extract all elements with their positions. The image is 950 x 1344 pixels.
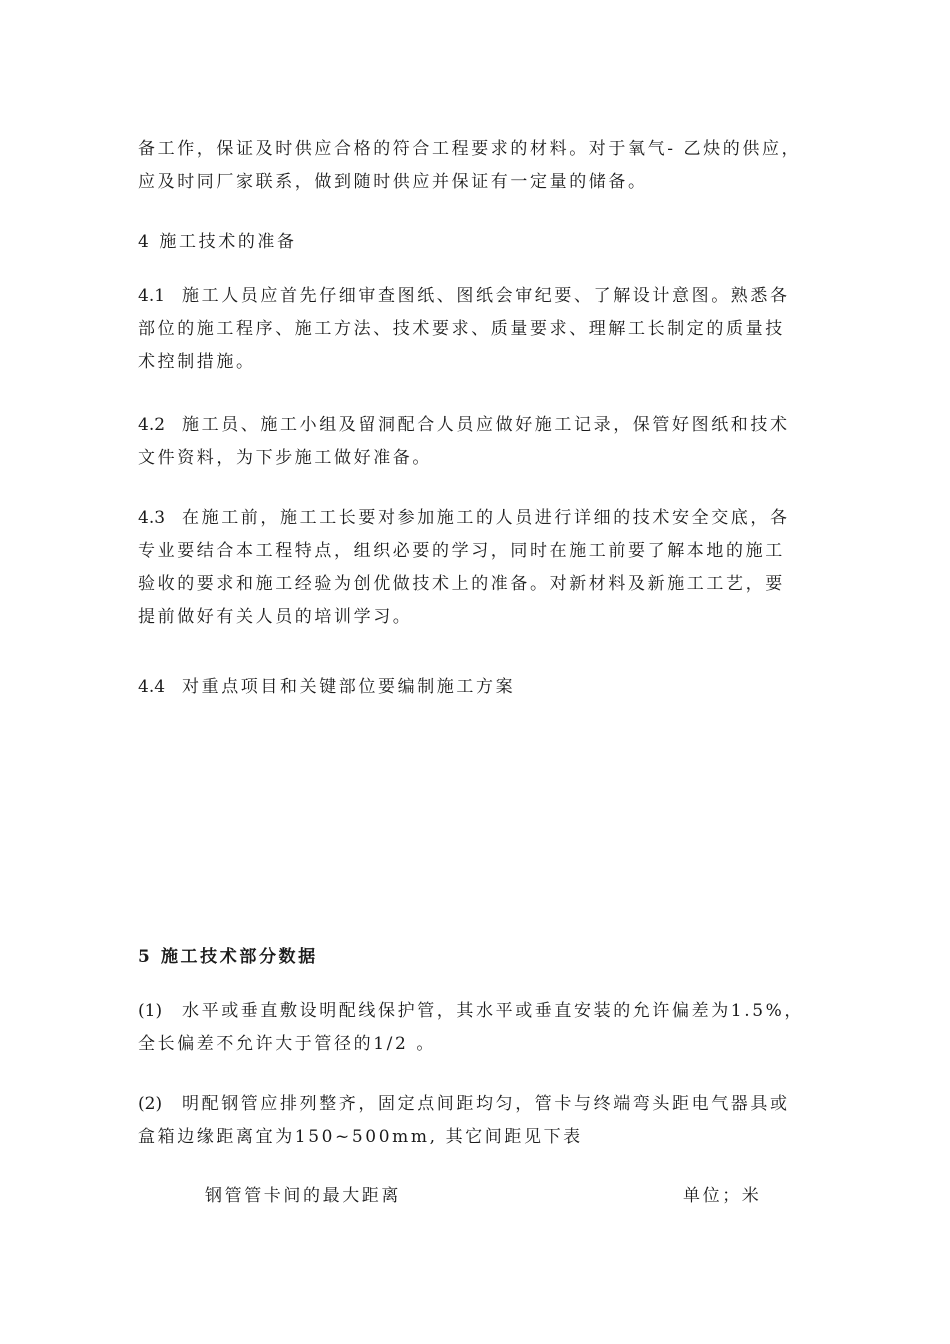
item-number: 4.1 xyxy=(138,286,166,306)
item-number: 4.4 xyxy=(138,677,166,697)
item-text-line: 水平或垂直敷设明配线保护管，其水平或垂直安装的允许偏差为1.5%， xyxy=(182,1001,804,1021)
item-text-line: 专业要结合本工程特点，组织必要的学习，同时在施工前要了解本地的施工 xyxy=(138,541,785,561)
intro-paragraph xyxy=(138,133,858,199)
intro-line-2: 应及时同厂家联系，做到随时供应并保证有一定量的储备。 xyxy=(138,172,648,192)
table-unit: 单位；米 xyxy=(683,1186,762,1206)
item-number: (2) xyxy=(138,1094,163,1114)
item-text-line: 部位的施工程序、施工方法、技术要求、质量要求、理解工长制定的质量技 xyxy=(138,319,785,339)
item-text-line: 在施工前，施工工长要对参加施工的人员进行详细的技术安全交底，各 xyxy=(182,508,790,528)
item-4-4 xyxy=(138,671,858,704)
item-number: 4.3 xyxy=(138,508,166,528)
item-text-line: 明配钢管应排列整齐，固定点间距均匀，管卡与终端弯头距电气器具或 xyxy=(182,1094,790,1114)
item-text-line: 术控制措施。 xyxy=(138,352,256,372)
item-5-1 xyxy=(138,995,858,1061)
item-4-3 xyxy=(138,502,858,634)
item-text-line: 提前做好有关人员的培训学习。 xyxy=(138,607,413,627)
item-text-line: 施工员、施工小组及留洞配合人员应做好施工记录，保管好图纸和技术 xyxy=(182,415,790,435)
item-text-line: 盒箱边缘距离宜为150~500mm, 其它间距见下表 xyxy=(138,1127,583,1147)
item-text-line: 施工人员应首先仔细审查图纸、图纸会审纪要、了解设计意图。熟悉各 xyxy=(182,286,790,306)
section-4-heading: 4 施工技术的准备 xyxy=(138,232,297,252)
item-number: (1) xyxy=(138,1001,163,1021)
item-5-2 xyxy=(138,1088,858,1154)
item-4-1 xyxy=(138,280,858,379)
item-4-2 xyxy=(138,409,858,475)
table-title: 钢管管卡间的最大距离 xyxy=(205,1186,401,1206)
item-text-line: 文件资料，为下步施工做好准备。 xyxy=(138,448,432,468)
item-text-line: 对重点项目和关键部位要编制施工方案 xyxy=(182,677,516,697)
item-text-line: 验收的要求和施工经验为创优做技术上的准备。对新材料及新施工工艺，要 xyxy=(138,574,785,594)
item-number: 4.2 xyxy=(138,415,166,435)
item-text-line: 全长偏差不允许大于管径的1/2 。 xyxy=(138,1034,436,1054)
intro-line-1: 备工作，保证及时供应合格的符合工程要求的材料。对于氧气- 乙炔的供应， xyxy=(138,139,802,159)
section-5-heading: 5 施工技术部分数据 xyxy=(138,947,318,967)
